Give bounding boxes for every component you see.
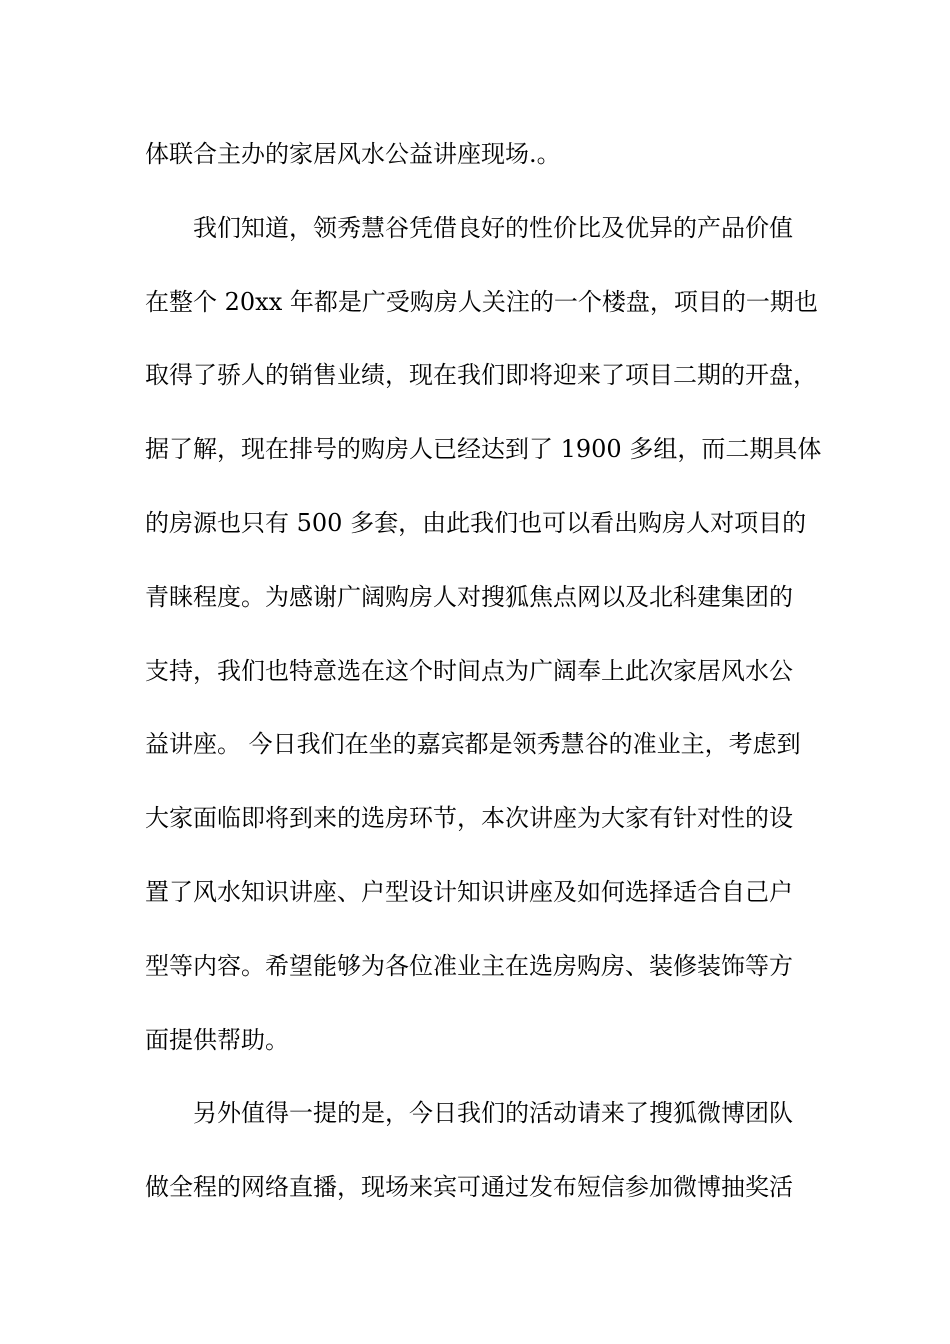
text-line: 型等内容。希望能够为各位准业主在选房购房、装修装饰等方 [145,951,793,980]
text-line: 做全程的网络直播，现场来宾可通过发布短信参加微博抽奖活 [145,1173,793,1202]
text-line: 益讲座。 今日我们在坐的嘉宾都是领秀慧谷的准业主，考虑到 [145,730,801,759]
paragraph-first-line: 我们知道，领秀慧谷凭借良好的性价比及优异的产品价值 [193,213,793,242]
text-line: 支持，我们也特意选在这个时间点为广阔奉上此次家居风水公 [145,656,793,685]
text-line: 置了风水知识讲座、户型设计知识讲座及如何选择适合自己户 [145,877,793,906]
body-text [145,118,822,1225]
text-line: 取得了骄人的销售业绩，现在我们即将迎来了项目二期的开盘， [145,361,817,390]
text-line: 青睐程度。为感谢广阔购房人对搜狐焦点网以及北科建集团的 [145,582,793,611]
text-line: 据了解，现在排号的购房人已经达到了 1900 多组，而二期具体 [145,435,822,464]
text-line: 大家面临即将到来的选房环节，本次讲座为大家有针对性的设 [145,804,793,833]
text-line: 体联合主办的家居风水公益讲座现场.。 [145,140,561,168]
text-line: 在整个 20xx 年都是广受购房人关注的一个楼盘，项目的一期也 [145,287,818,316]
text-line: 面提供帮助。 [145,1025,289,1054]
paragraph-first-line: 另外值得一提的是，今日我们的活动请来了搜狐微博团队 [193,1099,793,1128]
text-line: 的房源也只有 500 多套，由此我们也可以看出购房人对项目的 [145,508,807,537]
